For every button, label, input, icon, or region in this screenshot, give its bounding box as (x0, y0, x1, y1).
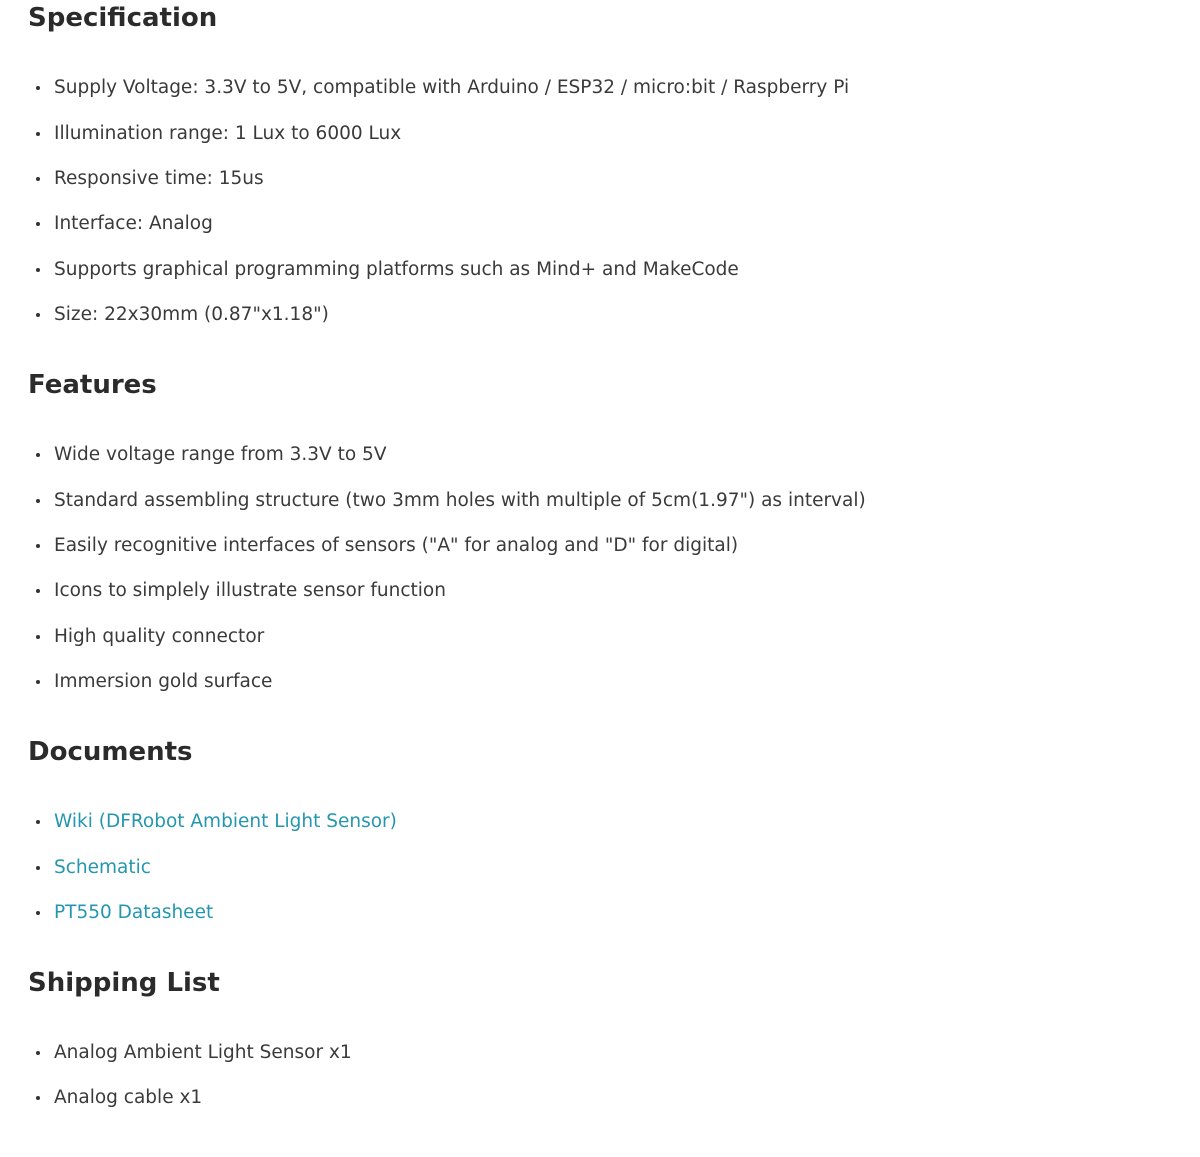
list-item: High quality connector (28, 614, 1200, 659)
list-item: Responsive time: 15us (28, 156, 1200, 201)
datasheet-link[interactable]: PT550 Datasheet (54, 901, 214, 923)
list-item: Easily recognitive interfaces of sensors ("A" for analog and "D" for digital) (28, 523, 1200, 568)
documents-heading: Documents (28, 736, 193, 767)
list-item: Illumination range: 1 Lux to 6000 Lux (28, 111, 1200, 156)
list-item: Supply Voltage: 3.3V to 5V, compatible with Arduino / ESP32 / micro:bit / Raspberry Pi (28, 65, 1200, 110)
documents-list (28, 799, 1200, 935)
list-item: Wide voltage range from 3.3V to 5V (28, 432, 1200, 477)
list-item: Analog Ambient Light Sensor x1 (28, 1030, 1200, 1075)
features-heading: Features (28, 369, 157, 400)
shipping-list-heading: Shipping List (28, 967, 220, 998)
product-details (28, 0, 1200, 1150)
list-item: Analog cable x1 (28, 1075, 1200, 1120)
list-item: Immersion gold surface (28, 659, 1200, 704)
list-item (28, 890, 1200, 935)
list-item: Icons to simplely illustrate sensor function (28, 568, 1200, 613)
specification-list (28, 65, 1200, 337)
features-list (28, 432, 1200, 704)
list-item (28, 845, 1200, 890)
specification-heading: Specification (28, 3, 218, 33)
list-item: Supports graphical programming platforms such as Mind+ and MakeCode (28, 247, 1200, 292)
list-item: Interface: Analog (28, 201, 1200, 246)
list-item: Standard assembling structure (two 3mm holes with multiple of 5cm(1.97") as interval) (28, 478, 1200, 523)
shipping-list (28, 1030, 1200, 1121)
schematic-link[interactable]: Schematic (54, 856, 151, 878)
list-item: Size: 22x30mm (0.87"x1.18") (28, 292, 1200, 337)
list-item (28, 799, 1200, 844)
wiki-link[interactable]: Wiki (DFRobot Ambient Light Sensor) (54, 811, 397, 833)
